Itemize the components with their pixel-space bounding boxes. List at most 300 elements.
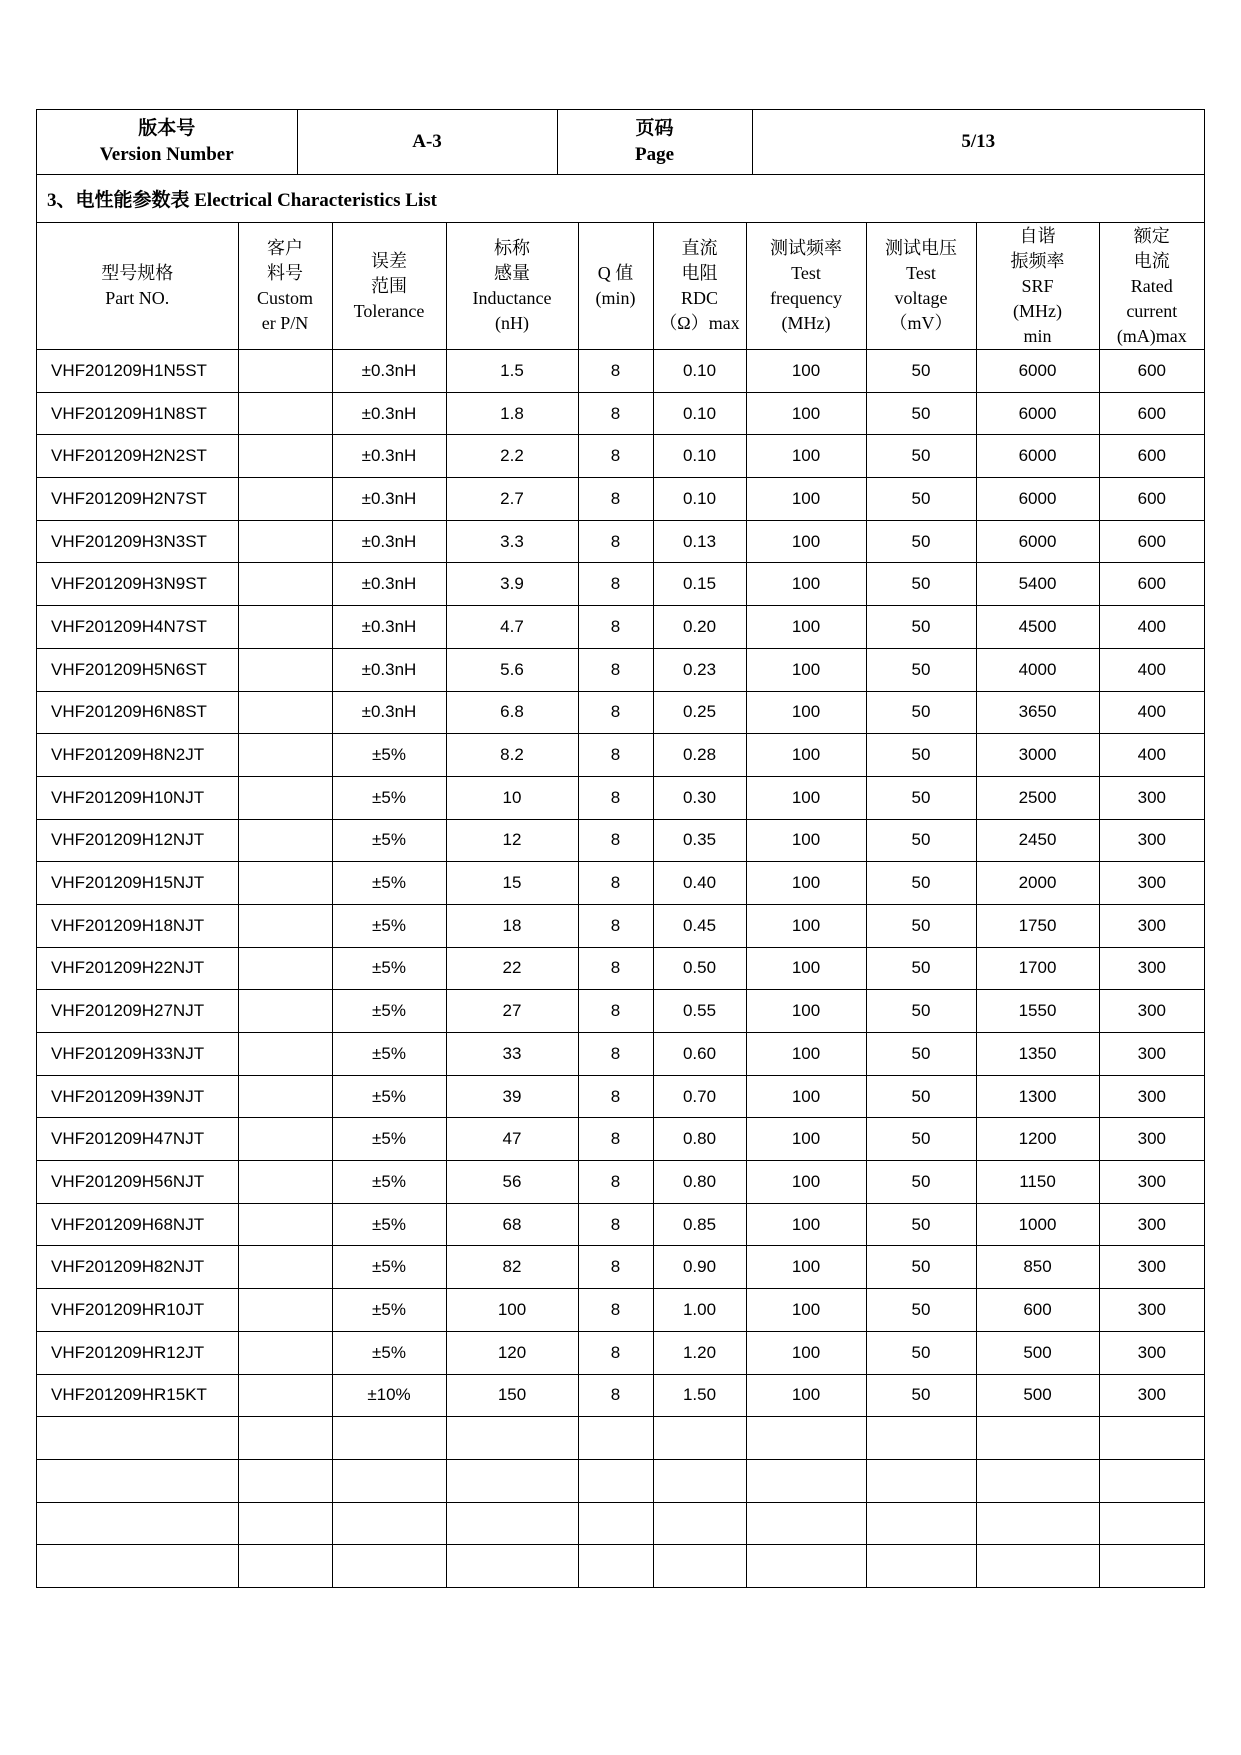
column-header-line: RDC bbox=[680, 288, 718, 308]
cell-q-min: 8 bbox=[578, 520, 653, 563]
cell-srf: 2450 bbox=[976, 819, 1099, 862]
cell-tolerance: ±5% bbox=[332, 1118, 446, 1161]
cell-q-min: 8 bbox=[578, 734, 653, 777]
cell-test-frequency: 100 bbox=[746, 734, 866, 777]
version-label-en: Version Number bbox=[99, 144, 234, 165]
cell-customer-pn bbox=[238, 1118, 332, 1161]
cell-test-voltage: 50 bbox=[866, 563, 976, 606]
cell-test-frequency bbox=[746, 1459, 866, 1502]
cell-customer-pn bbox=[238, 350, 332, 393]
cell-inductance bbox=[446, 1417, 578, 1460]
cell-part-no: VHF201209H6N8ST bbox=[37, 691, 238, 734]
cell-rdc bbox=[653, 1545, 746, 1588]
cell-part-no: VHF201209H82NJT bbox=[37, 1246, 238, 1289]
cell-test-voltage: 50 bbox=[866, 904, 976, 947]
cell-part-no: VHF201209HR10JT bbox=[37, 1289, 238, 1332]
cell-srf: 5400 bbox=[976, 563, 1099, 606]
cell-tolerance bbox=[332, 1459, 446, 1502]
cell-test-frequency: 100 bbox=[746, 563, 866, 606]
column-header-rdc bbox=[653, 223, 746, 350]
cell-customer-pn bbox=[238, 606, 332, 649]
spec-sheet bbox=[36, 109, 1205, 1588]
cell-tolerance: ±10% bbox=[332, 1374, 446, 1417]
cell-inductance: 22 bbox=[446, 947, 578, 990]
cell-tolerance: ±5% bbox=[332, 819, 446, 862]
cell-part-no: VHF201209H56NJT bbox=[37, 1161, 238, 1204]
cell-customer-pn bbox=[238, 563, 332, 606]
cell-part-no: VHF201209H22NJT bbox=[37, 947, 238, 990]
table-row bbox=[37, 478, 1204, 521]
column-header-tolerance bbox=[332, 223, 446, 350]
cell-customer-pn bbox=[238, 1203, 332, 1246]
cell-srf: 2500 bbox=[976, 776, 1099, 819]
cell-q-min: 8 bbox=[578, 563, 653, 606]
column-header-line: (MHz) bbox=[781, 313, 831, 333]
cell-srf: 4500 bbox=[976, 606, 1099, 649]
cell-test-voltage bbox=[866, 1459, 976, 1502]
cell-test-frequency: 100 bbox=[746, 435, 866, 478]
cell-srf: 4000 bbox=[976, 648, 1099, 691]
cell-test-frequency: 100 bbox=[746, 392, 866, 435]
cell-q-min: 8 bbox=[578, 819, 653, 862]
cell-srf: 2000 bbox=[976, 862, 1099, 905]
cell-part-no: VHF201209H10NJT bbox=[37, 776, 238, 819]
table-row bbox=[37, 990, 1204, 1033]
column-header-line: Test bbox=[791, 263, 821, 283]
cell-inductance bbox=[446, 1545, 578, 1588]
header-table bbox=[37, 110, 1204, 175]
cell-part-no: VHF201209H2N2ST bbox=[37, 435, 238, 478]
cell-part-no: VHF201209H3N9ST bbox=[37, 563, 238, 606]
cell-test-frequency: 100 bbox=[746, 1203, 866, 1246]
cell-tolerance: ±0.3nH bbox=[332, 350, 446, 393]
column-header-line: er P/N bbox=[261, 313, 309, 333]
cell-q-min: 8 bbox=[578, 904, 653, 947]
table-row bbox=[37, 904, 1204, 947]
column-header-test-frequency bbox=[746, 223, 866, 350]
cell-customer-pn bbox=[238, 776, 332, 819]
cell-tolerance: ±5% bbox=[332, 734, 446, 777]
cell-rated-current: 300 bbox=[1099, 1331, 1204, 1374]
cell-test-frequency: 100 bbox=[746, 1289, 866, 1332]
cell-part-no: VHF201209H5N6ST bbox=[37, 648, 238, 691]
cell-rdc: 0.70 bbox=[653, 1075, 746, 1118]
cell-test-voltage: 50 bbox=[866, 606, 976, 649]
cell-customer-pn bbox=[238, 1545, 332, 1588]
cell-rdc: 0.20 bbox=[653, 606, 746, 649]
cell-test-frequency: 100 bbox=[746, 990, 866, 1033]
cell-part-no: VHF201209HR15KT bbox=[37, 1374, 238, 1417]
empty-table-row bbox=[37, 1417, 1204, 1460]
cell-test-voltage: 50 bbox=[866, 1203, 976, 1246]
cell-rated-current: 300 bbox=[1099, 1161, 1204, 1204]
column-header-line: 自谐 bbox=[1019, 225, 1056, 246]
cell-rated-current: 300 bbox=[1099, 1289, 1204, 1332]
cell-inductance: 33 bbox=[446, 1033, 578, 1076]
cell-tolerance: ±5% bbox=[332, 1203, 446, 1246]
cell-part-no: VHF201209H8N2JT bbox=[37, 734, 238, 777]
characteristics-table bbox=[37, 175, 1204, 1588]
cell-part-no bbox=[37, 1545, 238, 1588]
section-title-row bbox=[37, 175, 1204, 223]
cell-rated-current: 600 bbox=[1099, 520, 1204, 563]
cell-tolerance: ±0.3nH bbox=[332, 478, 446, 521]
cell-customer-pn bbox=[238, 648, 332, 691]
cell-customer-pn bbox=[238, 1374, 332, 1417]
cell-part-no: VHF201209H15NJT bbox=[37, 862, 238, 905]
cell-srf: 500 bbox=[976, 1331, 1099, 1374]
cell-customer-pn bbox=[238, 392, 332, 435]
cell-rated-current: 300 bbox=[1099, 1118, 1204, 1161]
cell-inductance: 1.8 bbox=[446, 392, 578, 435]
cell-q-min: 8 bbox=[578, 1374, 653, 1417]
cell-q-min: 8 bbox=[578, 478, 653, 521]
cell-q-min: 8 bbox=[578, 350, 653, 393]
empty-table-row bbox=[37, 1502, 1204, 1545]
cell-rdc: 0.10 bbox=[653, 350, 746, 393]
cell-rated-current: 600 bbox=[1099, 350, 1204, 393]
column-header-line: Q 值 bbox=[597, 263, 634, 283]
cell-tolerance: ±5% bbox=[332, 1289, 446, 1332]
cell-part-no bbox=[37, 1417, 238, 1460]
table-row bbox=[37, 1246, 1204, 1289]
cell-test-frequency bbox=[746, 1502, 866, 1545]
cell-customer-pn bbox=[238, 904, 332, 947]
cell-test-voltage: 50 bbox=[866, 947, 976, 990]
column-header-line: Rated bbox=[1130, 275, 1173, 296]
cell-part-no: VHF201209H4N7ST bbox=[37, 606, 238, 649]
cell-srf: 1700 bbox=[976, 947, 1099, 990]
column-header-line: SRF bbox=[1021, 275, 1054, 296]
version-value: A-3 bbox=[297, 110, 557, 175]
page-label-en: Page bbox=[634, 144, 675, 165]
cell-srf: 6000 bbox=[976, 392, 1099, 435]
cell-inductance: 150 bbox=[446, 1374, 578, 1417]
cell-srf: 1150 bbox=[976, 1161, 1099, 1204]
cell-inductance: 82 bbox=[446, 1246, 578, 1289]
cell-part-no bbox=[37, 1502, 238, 1545]
cell-test-voltage: 50 bbox=[866, 1075, 976, 1118]
column-header-line: (MHz) bbox=[1013, 300, 1062, 321]
table-row bbox=[37, 1033, 1204, 1076]
cell-rdc: 0.55 bbox=[653, 990, 746, 1033]
cell-rdc: 0.50 bbox=[653, 947, 746, 990]
cell-rdc: 0.23 bbox=[653, 648, 746, 691]
cell-customer-pn bbox=[238, 520, 332, 563]
cell-tolerance: ±0.3nH bbox=[332, 563, 446, 606]
cell-test-voltage: 50 bbox=[866, 648, 976, 691]
cell-q-min: 8 bbox=[578, 947, 653, 990]
page-label-cn: 页码 bbox=[635, 118, 674, 139]
cell-srf: 6000 bbox=[976, 435, 1099, 478]
table-row bbox=[37, 606, 1204, 649]
cell-test-voltage: 50 bbox=[866, 862, 976, 905]
cell-rdc: 0.10 bbox=[653, 435, 746, 478]
table-row bbox=[37, 819, 1204, 862]
column-header-line: 料号 bbox=[267, 263, 303, 283]
cell-test-frequency: 100 bbox=[746, 819, 866, 862]
cell-test-frequency: 100 bbox=[746, 862, 866, 905]
cell-rated-current: 600 bbox=[1099, 563, 1204, 606]
cell-test-voltage: 50 bbox=[866, 990, 976, 1033]
cell-q-min: 8 bbox=[578, 691, 653, 734]
cell-tolerance: ±0.3nH bbox=[332, 520, 446, 563]
column-header-line: 客户 bbox=[267, 238, 303, 258]
cell-test-frequency: 100 bbox=[746, 776, 866, 819]
cell-srf: 6000 bbox=[976, 478, 1099, 521]
column-header-line: Inductance bbox=[472, 288, 552, 308]
cell-q-min: 8 bbox=[578, 1161, 653, 1204]
cell-rated-current: 300 bbox=[1099, 1075, 1204, 1118]
cell-q-min bbox=[578, 1459, 653, 1502]
column-header-line: 感量 bbox=[494, 263, 530, 283]
cell-inductance: 1.5 bbox=[446, 350, 578, 393]
cell-rdc: 0.85 bbox=[653, 1203, 746, 1246]
column-header-line: min bbox=[1023, 325, 1052, 346]
cell-test-frequency: 100 bbox=[746, 1075, 866, 1118]
column-header-line: 误差 bbox=[371, 250, 407, 271]
cell-tolerance: ±5% bbox=[332, 1075, 446, 1118]
table-row bbox=[37, 1118, 1204, 1161]
cell-rated-current: 300 bbox=[1099, 862, 1204, 905]
cell-q-min: 8 bbox=[578, 1289, 653, 1332]
cell-q-min: 8 bbox=[578, 1246, 653, 1289]
cell-q-min: 8 bbox=[578, 862, 653, 905]
cell-tolerance: ±5% bbox=[332, 947, 446, 990]
cell-customer-pn bbox=[238, 947, 332, 990]
cell-q-min: 8 bbox=[578, 776, 653, 819]
table-row bbox=[37, 1161, 1204, 1204]
cell-test-voltage: 50 bbox=[866, 392, 976, 435]
cell-q-min: 8 bbox=[578, 1118, 653, 1161]
cell-rated-current: 300 bbox=[1099, 1374, 1204, 1417]
table-row bbox=[37, 776, 1204, 819]
cell-srf: 1350 bbox=[976, 1033, 1099, 1076]
cell-part-no bbox=[37, 1459, 238, 1502]
cell-inductance: 4.7 bbox=[446, 606, 578, 649]
cell-inductance: 18 bbox=[446, 904, 578, 947]
cell-srf: 3000 bbox=[976, 734, 1099, 777]
column-header-srf bbox=[976, 223, 1099, 350]
cell-test-voltage: 50 bbox=[866, 691, 976, 734]
cell-part-no: VHF201209H47NJT bbox=[37, 1118, 238, 1161]
column-header-line: (min) bbox=[595, 288, 636, 308]
table-row bbox=[37, 1289, 1204, 1332]
cell-inductance bbox=[446, 1459, 578, 1502]
cell-test-frequency: 100 bbox=[746, 520, 866, 563]
table-row bbox=[37, 1374, 1204, 1417]
cell-test-frequency: 100 bbox=[746, 1161, 866, 1204]
table-row bbox=[37, 435, 1204, 478]
cell-customer-pn bbox=[238, 1459, 332, 1502]
cell-test-voltage: 50 bbox=[866, 1161, 976, 1204]
cell-part-no: VHF201209H68NJT bbox=[37, 1203, 238, 1246]
cell-test-voltage: 50 bbox=[866, 520, 976, 563]
cell-rated-current: 300 bbox=[1099, 776, 1204, 819]
column-header-inductance bbox=[446, 223, 578, 350]
cell-test-voltage: 50 bbox=[866, 819, 976, 862]
cell-customer-pn bbox=[238, 691, 332, 734]
cell-q-min: 8 bbox=[578, 1331, 653, 1374]
cell-tolerance: ±5% bbox=[332, 862, 446, 905]
cell-rated-current bbox=[1099, 1545, 1204, 1588]
table-row bbox=[37, 1331, 1204, 1374]
cell-tolerance: ±5% bbox=[332, 1033, 446, 1076]
cell-srf: 600 bbox=[976, 1289, 1099, 1332]
cell-rated-current: 600 bbox=[1099, 392, 1204, 435]
cell-test-voltage: 50 bbox=[866, 1331, 976, 1374]
column-header-line: voltage bbox=[894, 288, 948, 308]
cell-part-no: VHF201209H2N7ST bbox=[37, 478, 238, 521]
cell-test-voltage: 50 bbox=[866, 776, 976, 819]
cell-inductance: 68 bbox=[446, 1203, 578, 1246]
cell-rdc: 1.50 bbox=[653, 1374, 746, 1417]
column-header-row bbox=[37, 223, 1204, 350]
column-header-line: Test bbox=[906, 263, 936, 283]
cell-rated-current: 300 bbox=[1099, 1203, 1204, 1246]
column-header-line: 电阻 bbox=[681, 263, 718, 283]
cell-tolerance: ±0.3nH bbox=[332, 648, 446, 691]
cell-rdc: 0.25 bbox=[653, 691, 746, 734]
page-label bbox=[557, 110, 752, 175]
table-row bbox=[37, 392, 1204, 435]
column-header-line: 范围 bbox=[371, 275, 407, 296]
table-row bbox=[37, 350, 1204, 393]
column-header-line: Tolerance bbox=[353, 300, 425, 321]
column-header-line: 振频率 bbox=[1010, 250, 1065, 271]
cell-inductance: 2.2 bbox=[446, 435, 578, 478]
cell-srf: 1300 bbox=[976, 1075, 1099, 1118]
column-header-line: Custom bbox=[256, 288, 313, 308]
page-value: 5/13 bbox=[752, 110, 1204, 175]
column-header-line: 测试频率 bbox=[770, 238, 842, 258]
cell-srf: 6000 bbox=[976, 350, 1099, 393]
cell-customer-pn bbox=[238, 990, 332, 1033]
cell-rdc: 0.45 bbox=[653, 904, 746, 947]
table-row bbox=[37, 947, 1204, 990]
cell-part-no: VHF201209H18NJT bbox=[37, 904, 238, 947]
cell-q-min: 8 bbox=[578, 1075, 653, 1118]
cell-rdc: 0.80 bbox=[653, 1161, 746, 1204]
cell-test-frequency: 100 bbox=[746, 350, 866, 393]
cell-srf: 1550 bbox=[976, 990, 1099, 1033]
cell-rdc: 1.20 bbox=[653, 1331, 746, 1374]
cell-rated-current: 400 bbox=[1099, 648, 1204, 691]
cell-test-frequency: 100 bbox=[746, 1331, 866, 1374]
column-header-rated-current bbox=[1099, 223, 1204, 350]
cell-q-min: 8 bbox=[578, 1203, 653, 1246]
cell-customer-pn bbox=[238, 1289, 332, 1332]
cell-rdc: 0.80 bbox=[653, 1118, 746, 1161]
cell-rdc: 0.28 bbox=[653, 734, 746, 777]
cell-test-voltage: 50 bbox=[866, 1033, 976, 1076]
cell-test-frequency: 100 bbox=[746, 691, 866, 734]
cell-srf bbox=[976, 1545, 1099, 1588]
cell-customer-pn bbox=[238, 1161, 332, 1204]
cell-tolerance: ±5% bbox=[332, 1331, 446, 1374]
cell-rated-current bbox=[1099, 1417, 1204, 1460]
cell-rdc bbox=[653, 1417, 746, 1460]
cell-srf bbox=[976, 1417, 1099, 1460]
cell-q-min: 8 bbox=[578, 1033, 653, 1076]
column-header-customer-pn bbox=[238, 223, 332, 350]
cell-tolerance bbox=[332, 1417, 446, 1460]
cell-test-frequency: 100 bbox=[746, 947, 866, 990]
column-header-q-min bbox=[578, 223, 653, 350]
cell-inductance: 27 bbox=[446, 990, 578, 1033]
cell-test-frequency bbox=[746, 1417, 866, 1460]
cell-customer-pn bbox=[238, 435, 332, 478]
cell-tolerance: ±5% bbox=[332, 1246, 446, 1289]
column-header-line: Part NO. bbox=[105, 288, 170, 308]
cell-customer-pn bbox=[238, 734, 332, 777]
cell-rdc: 0.10 bbox=[653, 392, 746, 435]
cell-customer-pn bbox=[238, 1502, 332, 1545]
cell-q-min: 8 bbox=[578, 606, 653, 649]
table-row bbox=[37, 1075, 1204, 1118]
cell-rated-current: 300 bbox=[1099, 947, 1204, 990]
cell-customer-pn bbox=[238, 1246, 332, 1289]
cell-inductance: 47 bbox=[446, 1118, 578, 1161]
column-header-line: 标称 bbox=[494, 238, 530, 258]
cell-srf: 3650 bbox=[976, 691, 1099, 734]
cell-part-no: VHF201209H3N3ST bbox=[37, 520, 238, 563]
table-row bbox=[37, 563, 1204, 606]
cell-rated-current: 600 bbox=[1099, 478, 1204, 521]
column-header-line: (mA)max bbox=[1116, 325, 1187, 346]
cell-q-min: 8 bbox=[578, 648, 653, 691]
cell-rdc: 0.35 bbox=[653, 819, 746, 862]
cell-part-no: VHF201209H33NJT bbox=[37, 1033, 238, 1076]
cell-srf: 1750 bbox=[976, 904, 1099, 947]
column-header-line: 电流 bbox=[1133, 250, 1170, 271]
empty-table-row bbox=[37, 1459, 1204, 1502]
cell-customer-pn bbox=[238, 1417, 332, 1460]
cell-test-voltage bbox=[866, 1545, 976, 1588]
table-row bbox=[37, 1203, 1204, 1246]
cell-test-voltage bbox=[866, 1417, 976, 1460]
cell-inductance: 3.3 bbox=[446, 520, 578, 563]
cell-test-frequency: 100 bbox=[746, 1246, 866, 1289]
cell-srf: 6000 bbox=[976, 520, 1099, 563]
cell-test-voltage: 50 bbox=[866, 1374, 976, 1417]
cell-test-voltage: 50 bbox=[866, 1118, 976, 1161]
cell-srf bbox=[976, 1459, 1099, 1502]
cell-q-min bbox=[578, 1502, 653, 1545]
column-header-part-no bbox=[37, 223, 238, 350]
cell-test-voltage: 50 bbox=[866, 435, 976, 478]
table-row bbox=[37, 648, 1204, 691]
cell-customer-pn bbox=[238, 862, 332, 905]
cell-part-no: VHF201209H27NJT bbox=[37, 990, 238, 1033]
cell-test-frequency bbox=[746, 1545, 866, 1588]
cell-inductance: 5.6 bbox=[446, 648, 578, 691]
column-header-line: 额定 bbox=[1133, 225, 1170, 246]
cell-customer-pn bbox=[238, 1331, 332, 1374]
cell-q-min bbox=[578, 1417, 653, 1460]
cell-tolerance bbox=[332, 1545, 446, 1588]
column-header-line: frequency bbox=[770, 288, 842, 308]
cell-tolerance: ±5% bbox=[332, 990, 446, 1033]
cell-q-min: 8 bbox=[578, 392, 653, 435]
section-title: 3、电性能参数表 Electrical Characteristics List bbox=[37, 175, 1204, 223]
cell-rdc: 0.90 bbox=[653, 1246, 746, 1289]
cell-inductance: 100 bbox=[446, 1289, 578, 1332]
cell-test-frequency: 100 bbox=[746, 648, 866, 691]
column-header-line: (nH) bbox=[495, 313, 529, 333]
cell-rated-current bbox=[1099, 1502, 1204, 1545]
cell-rdc bbox=[653, 1459, 746, 1502]
